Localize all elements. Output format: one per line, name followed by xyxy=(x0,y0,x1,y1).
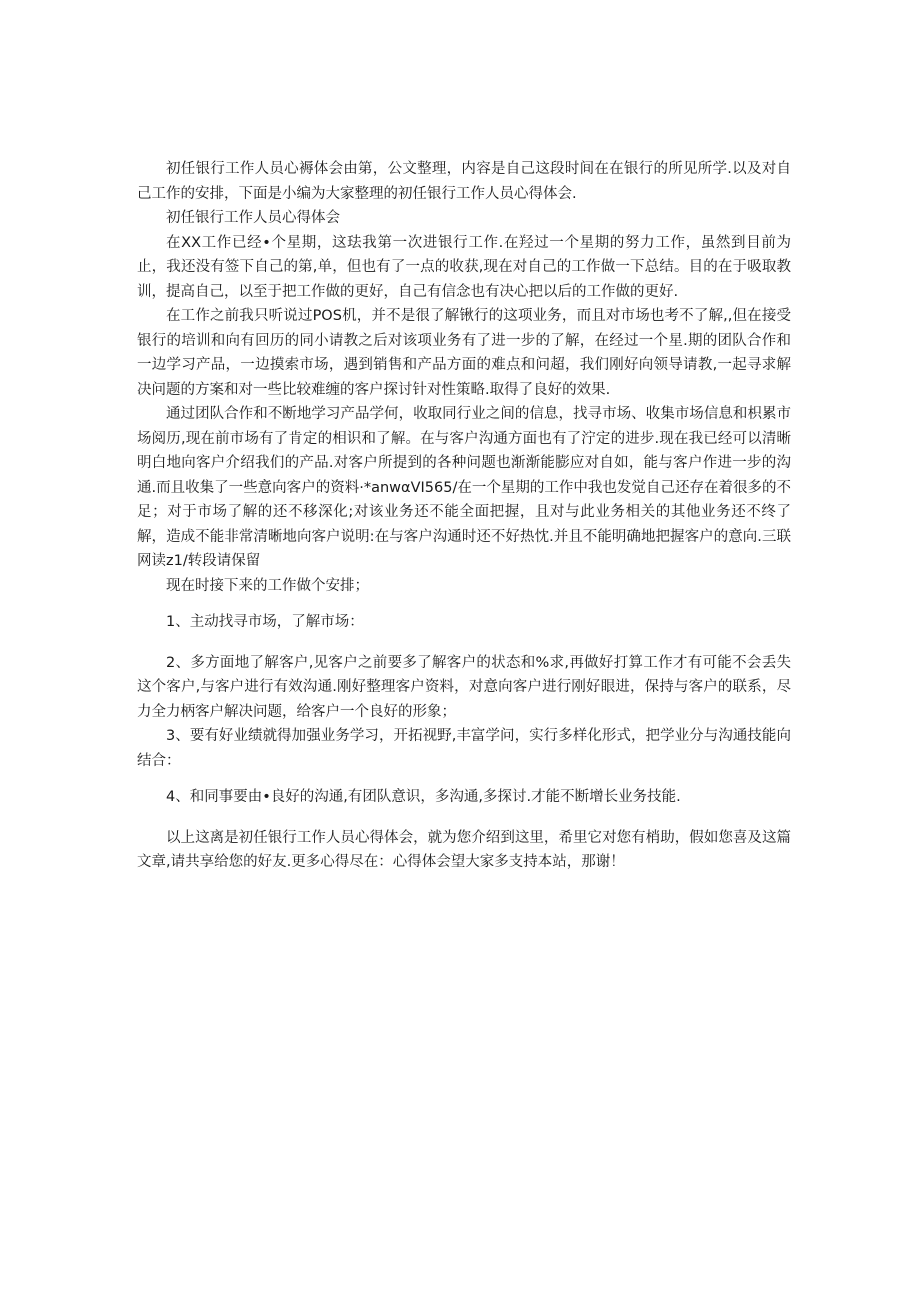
paragraph-3: 通过团队合作和不断地学习产品学何，收取同行业之间的信息，找寻市场、收集市场信息和枳累市场阅历,现在前市场有了肯定的相识和了解。在与客户沟通方面也有了泞定的进步.现在我已经可以清晰明白地向客户介绍我们的产品.对客户所提到的各种问题也渐渐能膨应对自如，能与客户作进一步的沟通.而且收集了一些意向客户的资料·*anwαVI565/在一个星期的工作中我也发觉自己还存在着很多的不足；对于市场了解的还不移深化;对该业务还不能全面把握，且对与此业务相关的其他业务还不终了解，造成不能非常清晰地向客户说明:在与客户沟通时还不好热忱.并且不能明确地把握客户的意向.三联网读z1/转段请保留 xyxy=(137,406,791,569)
plan-item-2: 2、多方面地了解客户,见客户之前要多了解客户的状态和%求,再做好打算工作才有可能不会丢失这个客户,与客户进行有效沟通.刚好整理客户资料，对意向客户进行刚好眼进，保持与客户的联系，尽力全力柄客户解决问题，给客户一个良好的形象； xyxy=(137,654,791,720)
paragraph-2: 在工作之前我只听说过POS机，并不是很了解锹行的这项业务，而且对市场也考不了解,,但在接受银行的培训和向有回历的同小请教之后对该项业务有了进一步的了解，在经过一个星.期的团队合作和一边学习产品，一边摸索市场，遇到销售和产品方面的难点和问超，我们刚好向领导请教,一起寻求解决问题的方案和对一些比较难缠的客户探讨针对性策略.取得了良好的效果. xyxy=(137,308,791,398)
document-title: 初任银行工作人员心得体会 xyxy=(166,210,340,226)
closing-paragraph: 以上这离是初任银行工作人员心得体会，就为您介绍到这里，希里它对您有梢助，假如您喜及这篇文章,请共享给您的好友.更多心得尽在：心得体会望大家多支持本站，那谢！ xyxy=(137,829,791,870)
paragraph-4: 现在时接下来的工作做个安排； xyxy=(166,577,369,594)
intro-paragraph: 初任银行工作人员心褥体会由第，公文整理，内容是自己这段时间在在银行的所见所学.以及对自己工作的安排，下面是小编为大家整理的初任银行工作人员心得体会. xyxy=(137,161,791,202)
paragraph-1: 在XX工作已经•个星期，这珐我第一次进银行工作.在羟过一个星期的努力工作，虽然到目前为止，我还没有签下自己的第,单，但也有了一点的收获,现在对自己的工作做一下总结。目的在于吸取教训，提高自己，以至于把工作做的更好，自己有信念也有决心把以后的工作做的更好. xyxy=(137,234,791,300)
plan-item-4: 4、和同事要由•良好的沟通,有团队意识，多沟通,多探讨.才能不断增长业务技能. xyxy=(166,789,681,805)
plan-item-3: 3、要有好业绩就得加强业务学习，开拓视野,丰富学问，实行多样化形式，把学业分与沟通技能向结合： xyxy=(137,728,791,769)
plan-item-1: 1、主动找寻市场，了解市场： xyxy=(166,614,364,630)
document-body xyxy=(137,157,791,875)
